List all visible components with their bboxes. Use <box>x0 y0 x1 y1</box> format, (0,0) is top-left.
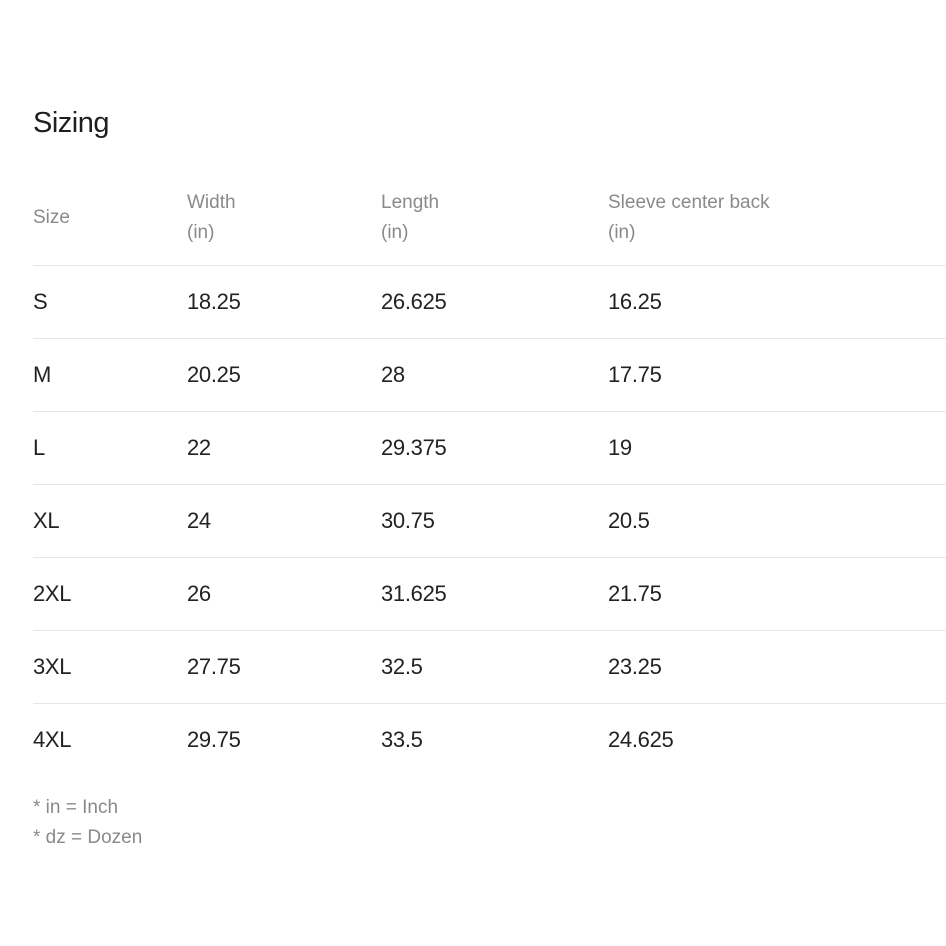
cell-length: 33.5 <box>381 727 423 752</box>
sizing-table <box>33 184 946 776</box>
cell-width: 29.75 <box>187 727 241 752</box>
cell-length: 26.625 <box>381 289 447 314</box>
cell-length: 31.625 <box>381 581 447 606</box>
cell-width: 22 <box>187 435 211 460</box>
table-row <box>33 339 946 412</box>
table-row <box>33 412 946 485</box>
table-row <box>33 631 946 704</box>
table-header-row <box>33 184 946 266</box>
cell-size: 3XL <box>33 654 72 679</box>
cell-size: 4XL <box>33 727 72 752</box>
cell-length: 32.5 <box>381 654 423 679</box>
cell-size: XL <box>33 508 60 533</box>
column-header-unit: (in) <box>187 222 215 243</box>
page-title: Sizing <box>33 107 109 139</box>
cell-size: L <box>33 435 45 460</box>
table-row <box>33 704 946 776</box>
cell-length: 28 <box>381 362 405 387</box>
column-header-size <box>33 203 70 233</box>
cell-width: 24 <box>187 508 211 533</box>
column-header-label: Length <box>381 192 440 213</box>
cell-size: 2XL <box>33 581 72 606</box>
cell-length: 30.75 <box>381 508 435 533</box>
column-header-label: Size <box>33 207 70 228</box>
footnote-inch: * in = Inch <box>33 797 119 818</box>
column-header-unit: (in) <box>381 222 409 243</box>
table-row <box>33 558 946 631</box>
cell-sleeve: 24.625 <box>608 727 674 752</box>
table-row <box>33 485 946 558</box>
cell-sleeve: 21.75 <box>608 581 662 606</box>
column-header-sleeve-center-back <box>608 188 770 248</box>
column-header-label: Sleeve center back <box>608 192 770 213</box>
cell-size: S <box>33 289 48 314</box>
table-row <box>33 266 946 339</box>
cell-sleeve: 16.25 <box>608 289 662 314</box>
footnote-dozen: * dz = Dozen <box>33 827 143 848</box>
column-header-length <box>381 188 439 248</box>
cell-sleeve: 19 <box>608 435 632 460</box>
column-header-unit: (in) <box>608 222 636 243</box>
footnotes <box>33 793 142 853</box>
column-header-width <box>187 188 236 248</box>
cell-width: 26 <box>187 581 211 606</box>
cell-width: 18.25 <box>187 289 241 314</box>
cell-width: 27.75 <box>187 654 241 679</box>
cell-width: 20.25 <box>187 362 241 387</box>
column-header-label: Width <box>187 192 236 213</box>
cell-size: M <box>33 362 52 387</box>
cell-sleeve: 17.75 <box>608 362 662 387</box>
cell-sleeve: 23.25 <box>608 654 662 679</box>
cell-length: 29.375 <box>381 435 447 460</box>
cell-sleeve: 20.5 <box>608 508 650 533</box>
